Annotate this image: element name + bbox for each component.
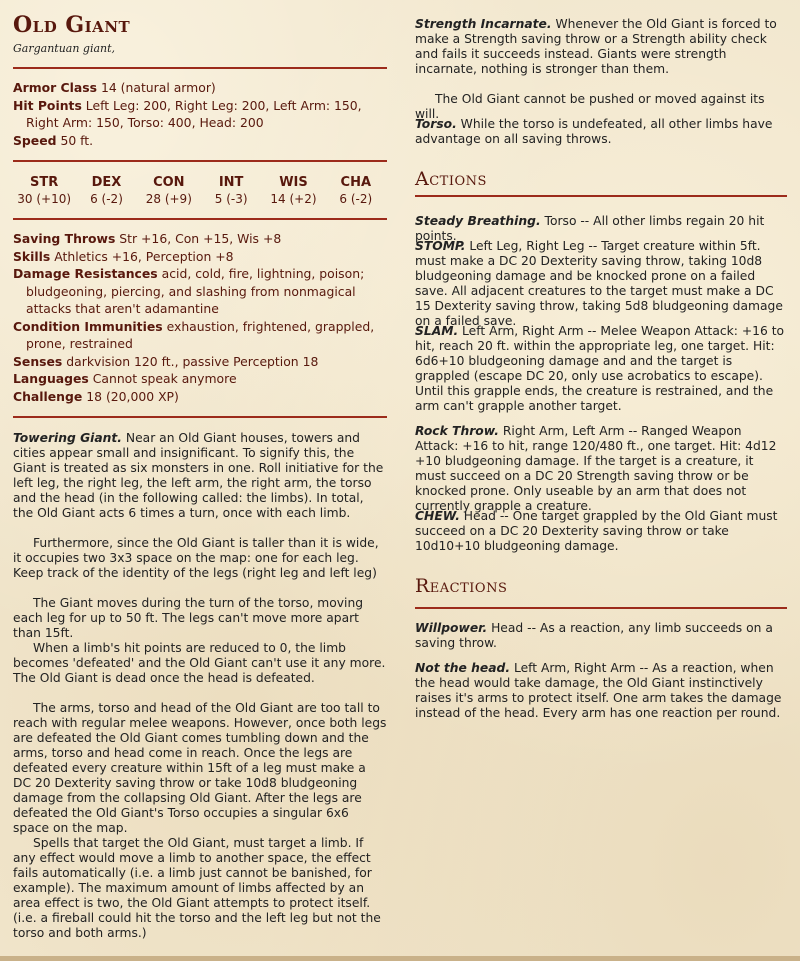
speed-value: 50 ft. — [60, 132, 94, 148]
ability-value: 6 (-2) — [339, 192, 373, 206]
reaction-willpower — [415, 621, 787, 651]
action-name: Rock Throw. — [415, 424, 499, 438]
action-name: CHEW. — [415, 509, 460, 523]
trait-text: Spells that target the Old Giant, must target a limb. If any effect would move a limb to another space, the effect fails automatically (i.e. a limb just cannot be banished, for example). The maximum amount of limbs affected by an area effect is two, the Old Giant attempts to protect itself. (i.e. a fireball could hit the torso and the left leg but not the torso and both arms.) — [13, 836, 381, 940]
armor-class-value: 14 (natural armor) — [100, 80, 216, 95]
hit-points-label: Hit Points — [13, 97, 82, 113]
trait-text: The Old Giant cannot be pushed or moved against its will. — [415, 92, 765, 121]
speed-label: Speed — [13, 132, 57, 148]
detail-stats — [13, 230, 387, 405]
senses-label: Senses — [13, 353, 63, 369]
ability-name: CON — [153, 175, 185, 190]
ability-cha — [326, 174, 386, 208]
trait-name: Torso. — [415, 117, 457, 131]
condition-immunities-line — [13, 318, 387, 353]
reaction-text: Left Arm, Right Arm -- As a reaction, when the head would take damage, the Old Giant instinctively raises it's arms to protect itself. One arm takes the damage instead of the head. Every arm has one reaction per round. — [415, 661, 782, 720]
trait-text: Whenever the Old Giant is forced to make a Strength saving throw or a Strength ability check and fails it succeeds instead. Giants were strength incarnate, nothing is stronger than them. — [415, 17, 777, 76]
trait-text: Furthermore, since the Old Giant is taller than it is wide, it occupies two 3x3 space on the map: one for each leg. Keep track of the identity of the legs (right leg and left leg) — [13, 536, 379, 580]
ability-value: 14 (+2) — [270, 192, 317, 206]
ability-name: DEX — [91, 175, 122, 190]
ability-name: CHA — [340, 175, 372, 190]
trait-text: The Giant moves during the turn of the torso, moving each leg for up to 50 ft. The legs can't move more apart than 15ft. — [13, 596, 364, 640]
ability-wis — [263, 174, 323, 208]
action-stomp — [415, 239, 787, 329]
saving-throws-line — [13, 230, 387, 248]
armor-class-label: Armor Class — [13, 80, 97, 95]
challenge-value: 18 (20,000 XP) — [86, 388, 179, 404]
ability-value: 28 (+9) — [145, 192, 192, 206]
ability-name: WIS — [279, 175, 308, 190]
trait-paragraph — [13, 701, 387, 836]
page-footer-band — [0, 956, 800, 961]
damage-resistances-line — [13, 265, 387, 318]
divider-top — [13, 67, 387, 69]
action-text: Head -- One target grappled by the Old Giant must succeed on a DC 20 Dexterity saving throw or take 10d10+10 bludgeoning damage. — [415, 509, 778, 553]
trait-text: The arms, torso and head of the Old Giant are too tall to reach with regular melee weapons. However, once both legs are defeated the Old Giant comes tumbling down and the arms, torso and head come in reach. Once the legs are defeated every creature within 15ft of a leg must make a DC 20 Dexterity saving throw or take 10d8 bludgeoning damage from the collapsing Old Giant. After the legs are defeated the Old Giant's Torso occupies a singular 6x6 space on the map. — [13, 701, 387, 835]
action-slam — [415, 324, 787, 414]
speed-line — [13, 132, 387, 150]
condition-immunities-value: exhaustion, frightened, grappled, prone, restrained — [26, 318, 375, 351]
ability-con — [139, 174, 199, 208]
ability-dex — [76, 174, 136, 208]
skills-value: Athletics +16, Perception +8 — [54, 248, 234, 264]
reaction-name: Willpower. — [415, 621, 488, 635]
ability-name: INT — [218, 175, 244, 190]
reactions-heading: Reactions — [415, 575, 508, 597]
languages-label: Languages — [13, 371, 89, 386]
trait-text: While the torso is undefeated, all other limbs have advantage on all saving throws. — [415, 117, 773, 146]
ability-value: 30 (+10) — [17, 192, 72, 206]
languages-line — [13, 370, 387, 388]
trait-paragraph — [13, 536, 387, 581]
divider-abilities-bottom — [13, 218, 387, 220]
skills-label: Skills — [13, 248, 51, 264]
action-name: SLAM. — [415, 324, 459, 338]
saving-throws-label: Saving Throws — [13, 231, 116, 246]
reaction-text: Head -- As a reaction, any limb succeeds on a saving throw. — [415, 621, 773, 650]
trait-paragraph — [13, 641, 387, 686]
action-text: Left Arm, Right Arm -- Melee Weapon Attack: +16 to hit, reach 20 ft. within the appropriate leg, one target. Hit: 6d6+10 bludgeoning damage and and the target is grappled (escape DC 20, only use acrobatics to escape). Until this grapple ends, the creature is restrained, and the arm can't grapple another target. — [415, 324, 785, 413]
action-text: Right Arm, Left Arm -- Ranged Weapon Attack: +16 to hit, range 120/480 ft., one target. Hit: 4d12 +10 bludgeoning damage. If the target is a creature, it must succeed on a DC 20 Strength saving throw or be knocked prone. Only useable by an arm that does not currently grapple a creature. — [415, 424, 777, 513]
action-text: Torso -- All other limbs regain 20 hit points. — [415, 214, 765, 243]
reaction-name: Not the head. — [415, 661, 511, 675]
damage-resistances-label: Damage Resistances — [13, 266, 158, 281]
actions-heading: Actions — [415, 168, 487, 190]
senses-value: darkvision 120 ft., passive Perception 18 — [66, 353, 319, 369]
monster-name: Old Giant — [13, 12, 131, 38]
action-text: Left Leg, Right Leg -- Target creature within 5ft. must make a DC 20 Dexterity saving throw, taking 10d8 bludgeoning damage and be knocked prone on a failed save. All adjacent creatures to the target must make a DC 15 Dexterity saving throw, taking 5d8 bludgeoning damage on a failed save. — [415, 239, 783, 328]
ability-scores — [13, 174, 387, 208]
challenge-label: Challenge — [13, 388, 83, 404]
action-name: STOMP. — [415, 239, 466, 253]
trait-name: Towering Giant. — [13, 431, 122, 445]
trait-name: Strength Incarnate. — [415, 17, 552, 31]
core-stats — [13, 79, 387, 149]
monster-subtitle: Gargantuan giant, — [13, 42, 116, 55]
divider-abilities-top — [13, 160, 387, 162]
trait-torso — [415, 117, 787, 147]
hit-points-value: Left Leg: 200, Right Leg: 200, Left Arm: 150, Right Arm: 150, Torso: 400, Head: 200 — [26, 97, 362, 130]
skills-line — [13, 248, 387, 266]
trait-text: Near an Old Giant houses, towers and cities appear small and insignificant. To signify this, the Giant is treated as six monsters in one. Roll initiative for the left leg, the right leg, the left arm, the right arm, the torso and the head (in the following called: the limbs). In total, the Old Giant acts 6 times a turn, once with each limb. — [13, 431, 384, 520]
ability-int — [201, 174, 261, 208]
reaction-not-the-head — [415, 661, 787, 721]
hit-points-line — [13, 97, 387, 132]
saving-throws-value: Str +16, Con +15, Wis +8 — [119, 231, 282, 246]
trait-strength-incarnate — [415, 17, 787, 77]
trait-paragraph — [13, 596, 387, 641]
trait-text: When a limb's hit points are reduced to 0, the limb becomes 'defeated' and the Old Giant can't use it any more. The Old Giant is dead once the head is defeated. — [13, 641, 386, 685]
damage-resistances-value: acid, cold, fire, lightning, poison; bludgeoning, piercing, and slashing from nonmagical attacks that aren't adamantine — [26, 266, 365, 316]
trait-towering-giant — [13, 431, 387, 521]
ability-name: STR — [30, 175, 59, 190]
ability-value: 6 (-2) — [90, 192, 123, 206]
languages-value: Cannot speak anymore — [92, 371, 237, 386]
armor-class-line — [13, 79, 387, 97]
reactions-heading-rule — [415, 607, 787, 609]
ability-value: 5 (-3) — [214, 192, 248, 206]
condition-immunities-label: Condition Immunities — [13, 318, 163, 334]
challenge-line — [13, 388, 387, 406]
actions-heading-rule — [415, 195, 787, 197]
trait-paragraph — [13, 836, 387, 941]
action-rock-throw — [415, 424, 787, 514]
action-name: Steady Breathing. — [415, 214, 541, 228]
divider-traits — [13, 416, 387, 418]
senses-line — [13, 353, 387, 371]
ability-str — [14, 174, 74, 208]
action-chew — [415, 509, 787, 554]
